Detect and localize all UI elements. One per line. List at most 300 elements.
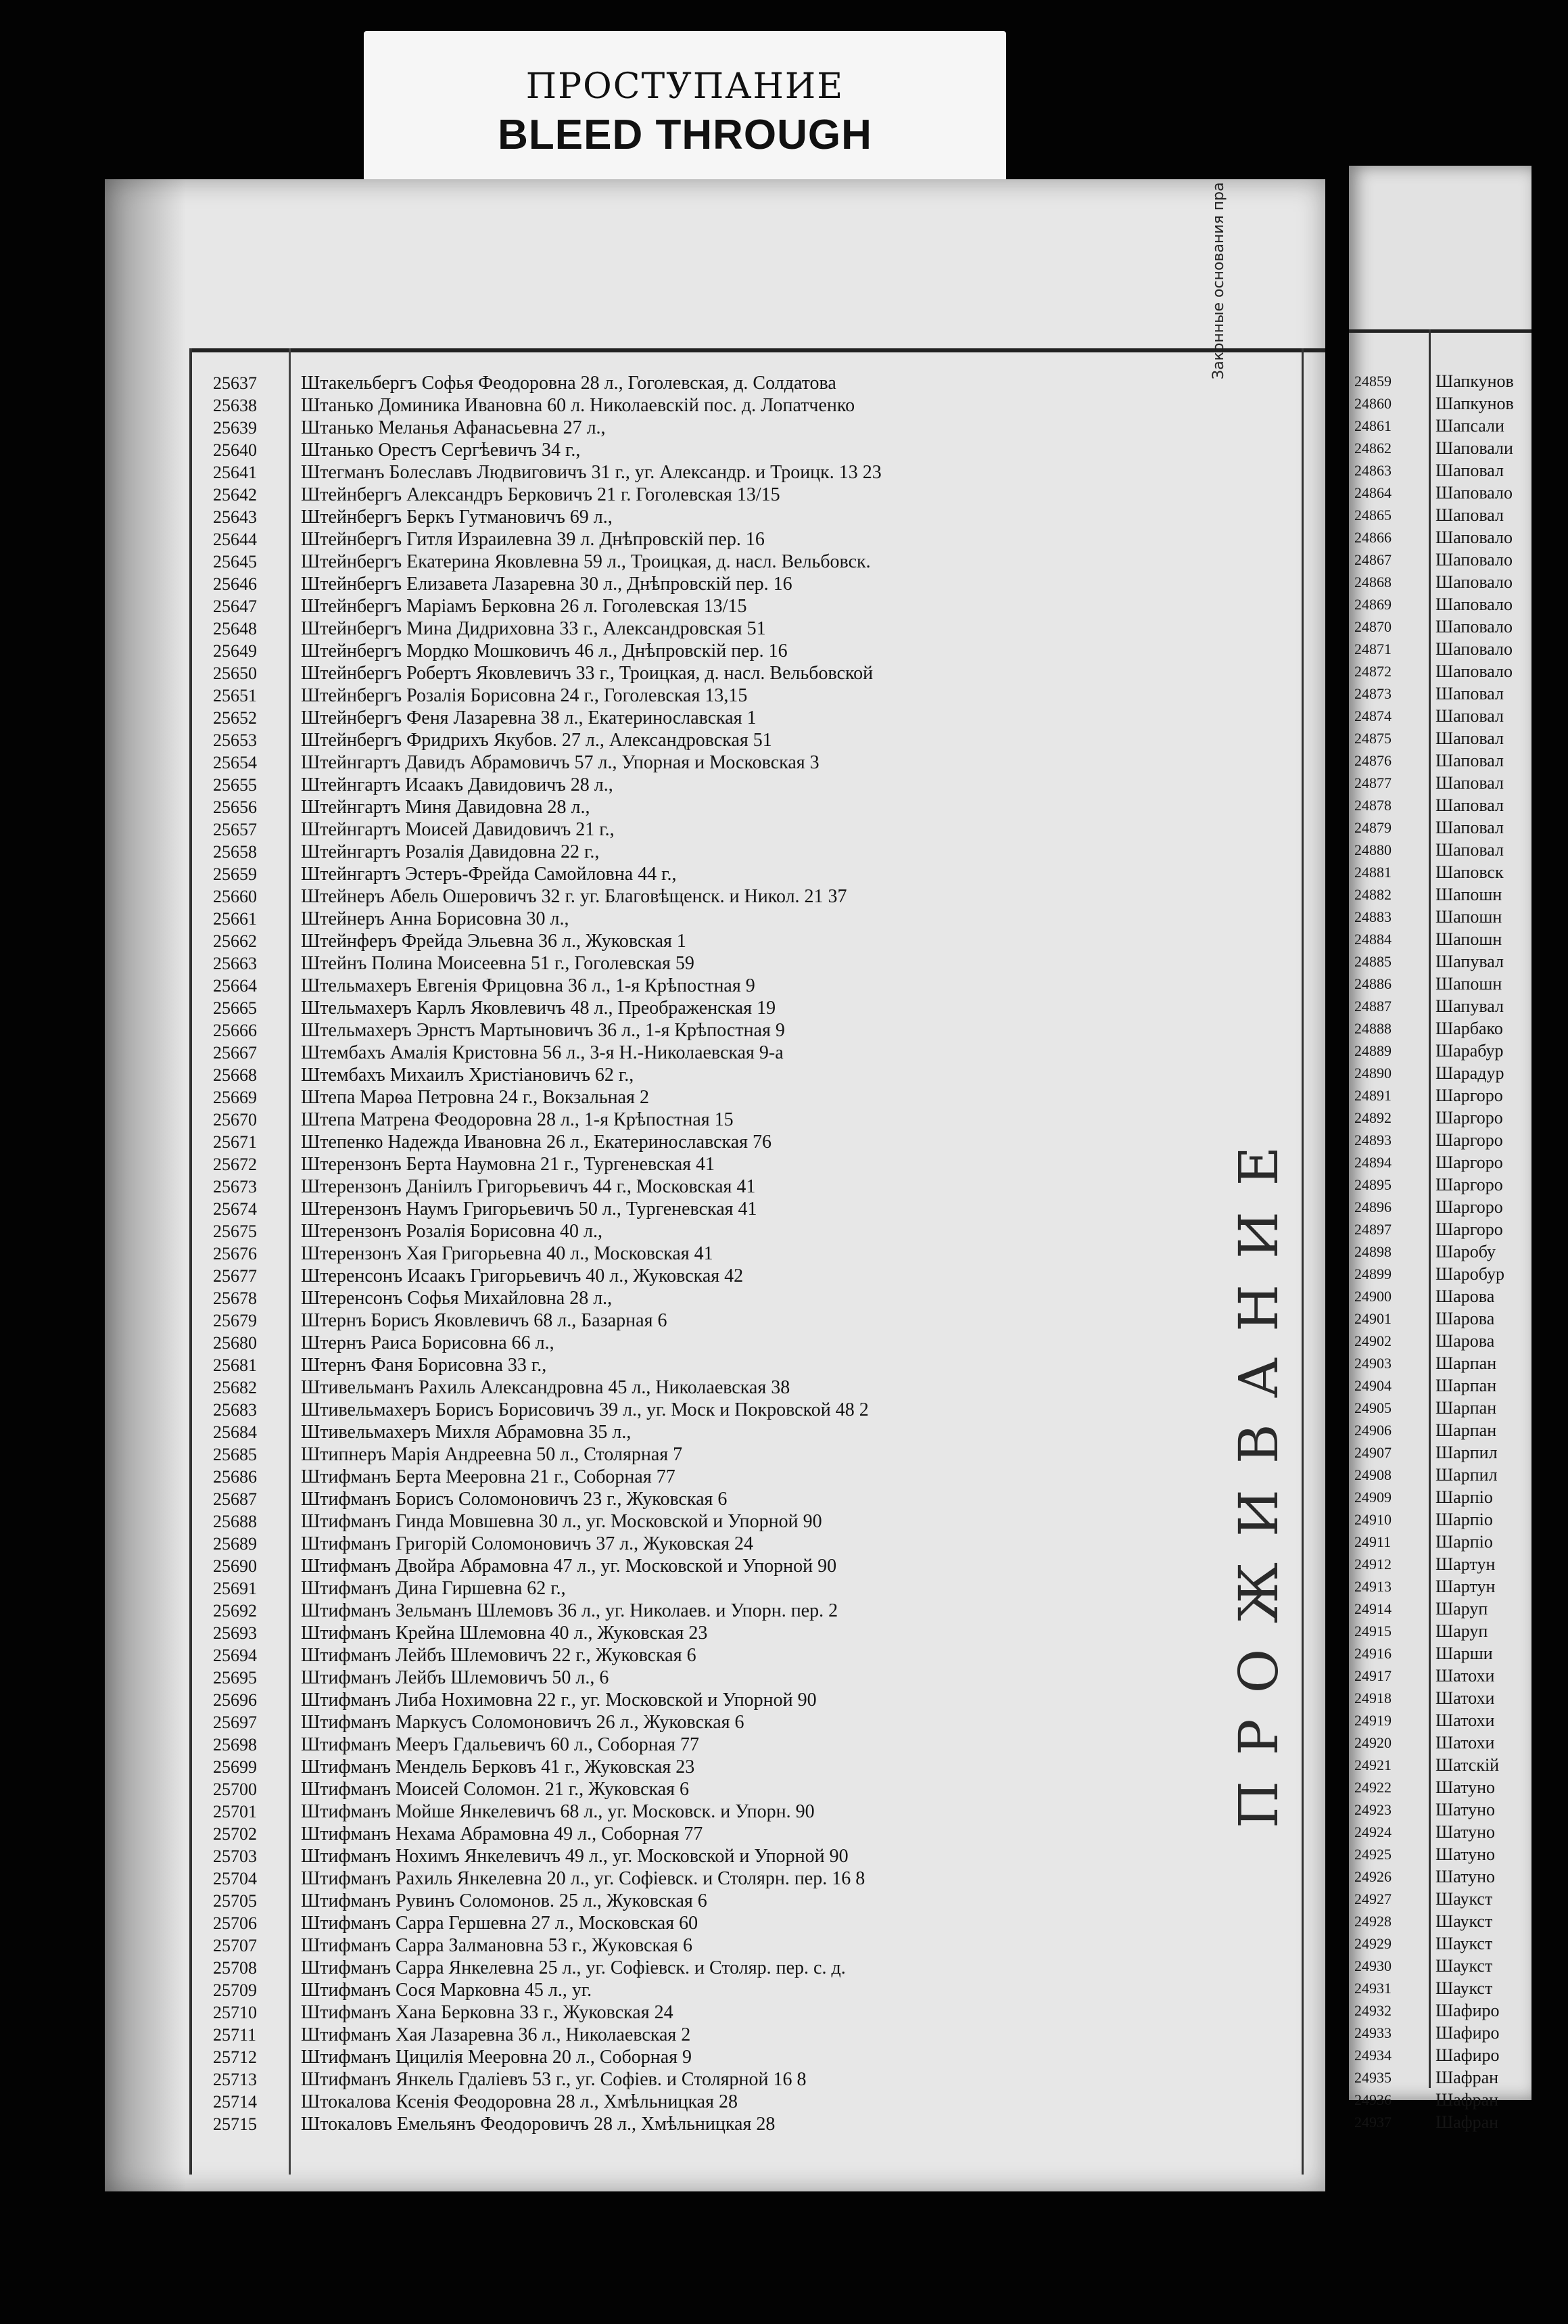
entry-number: 25664 [213,976,257,996]
header-rule [189,348,1325,352]
right-register-entry [1349,1352,1531,1374]
entry-number: 25711 [213,2025,257,2045]
right-entry-text: Шарпіо [1435,1487,1493,1507]
register-entry [105,1443,1295,1466]
right-entry-text: Шаповало [1435,483,1513,503]
right-entry-number: 24859 [1354,373,1392,390]
right-entry-text: Шарова [1435,1286,1495,1306]
register-entry [105,1466,1295,1488]
entry-text: Штифманъ Берта Мееровна 21 г., Соборная 77 [301,1466,675,1487]
right-register-entry [1349,1196,1531,1218]
right-entry-number: 24906 [1354,1422,1392,1439]
entry-text: Штифманъ Нохимъ Янкелевичъ 49 л., уг. Московской и Упорной 90 [301,1846,849,1867]
right-header-rule [1349,329,1531,333]
right-entry-number: 24880 [1354,841,1392,858]
right-entry-number: 24923 [1354,1801,1392,1818]
entry-text: Штифманъ Дина Гиршевна 62 г., [301,1578,566,1599]
right-entry-text: Шарова [1435,1309,1495,1328]
entry-number: 25658 [213,842,257,862]
right-entry-number: 24879 [1354,819,1392,836]
register-entry [105,1756,1295,1778]
register-entry [105,1577,1295,1600]
entry-number: 25667 [213,1043,257,1063]
right-entry-number: 24876 [1354,752,1392,769]
right-entry-text: Шаповск [1435,862,1504,882]
register-entry [105,1867,1295,1890]
right-entry-number: 24934 [1354,2047,1392,2064]
right-register-entry [1349,2089,1531,2111]
right-entry-text: Шапошн [1435,974,1502,994]
right-entry-text: Шафиро [1435,2023,1500,2043]
right-entry-number: 24935 [1354,2069,1392,2086]
right-register-entry [1349,437,1531,459]
right-entry-text: Шафран [1435,2068,1499,2087]
entry-number: 25691 [213,1579,257,1598]
right-entry-number: 24889 [1354,1042,1392,1059]
register-entry [105,707,1295,729]
right-entry-text: Шапкунов [1435,394,1514,413]
right-entry-text: Шаповал [1435,684,1504,703]
right-register-entry [1349,1040,1531,1062]
stamped-residence-word: ПРОЖИВАНИЕ [1227,1120,1290,1829]
right-register-entry [1349,1932,1531,1955]
right-entry-text: Шарадур [1435,1063,1504,1083]
right-entry-text: Шаукст [1435,1889,1493,1909]
register-entry [105,394,1295,417]
register-entry [105,573,1295,595]
right-entry-number: 24882 [1354,886,1392,903]
right-entry-text: Шаргоро [1435,1130,1503,1150]
right-entry-text: Шатохи [1435,1688,1495,1708]
entry-number: 25652 [213,708,257,728]
entry-text: Штифманъ Сося Марковна 45 л., уг. [301,1980,592,2001]
right-entry-text: Шарабур [1435,1041,1504,1061]
right-entry-text: Шафран [1435,2112,1499,2132]
entry-number: 25715 [213,2114,257,2134]
right-entry-text: Шаповал [1435,795,1504,815]
right-register-entry [1349,705,1531,727]
register-entry [105,930,1295,952]
entry-number: 25645 [213,552,257,572]
right-register-entry [1349,415,1531,437]
right-register-entry [1349,1151,1531,1173]
entry-number: 25690 [213,1556,257,1576]
right-entry-number: 24864 [1354,484,1392,501]
register-entry [105,1800,1295,1823]
entry-text: Штифманъ Хая Лазаревна 36 л., Николаевская 2 [301,2024,691,2045]
right-entry-text: Шафиро [1435,2045,1500,2065]
entry-text: Штегманъ Болеславъ Людвиговичъ 31 г., уг. Александр. и Троицк. 13 23 [301,462,882,483]
entry-text: Штейнгартъ Исаакъ Давидовичъ 28 л., [301,774,613,795]
register-entry [105,1198,1295,1220]
register-entry [105,1488,1295,1510]
entry-number: 25661 [213,909,257,929]
entry-text: Штейнбергъ Гитля Израилевна 39 л. Днѣпровскій пер. 16 [301,529,765,550]
entry-text: Штейнбергъ Фридрихъ Якубов. 27 л., Александровская 51 [301,730,772,751]
entry-number: 25648 [213,619,257,638]
entry-number: 25653 [213,730,257,750]
right-entry-number: 24865 [1354,507,1392,524]
entry-text: Штейнбергъ Елизавета Лазаревна 30 л., Днѣпровскій пер. 16 [301,574,792,595]
register-entry [105,551,1295,573]
right-entry-text: Шатохи [1435,1666,1495,1686]
register-entry [105,1399,1295,1421]
right-register-entry [1349,392,1531,415]
register-entry [105,1912,1295,1934]
entry-number: 25671 [213,1132,257,1152]
entry-text: Штейнбергъ Беркъ Гутмановичъ 69 л., [301,507,613,528]
right-entry-number: 24921 [1354,1757,1392,1773]
right-register-entry [1349,1062,1531,1084]
register-entry [105,1042,1295,1064]
register-entry [105,439,1295,461]
entry-number: 25638 [213,396,257,415]
right-register-entry [1349,1531,1531,1553]
right-entry-text: Шартун [1435,1577,1496,1596]
right-register-entry [1349,1821,1531,1843]
right-entry-text: Шафран [1435,2090,1499,2110]
right-register-entry [1349,1508,1531,1531]
right-entry-text: Шаповал [1435,728,1504,748]
register-entry [105,1600,1295,1622]
right-entry-number: 24866 [1354,529,1392,546]
right-entry-text: Шаповало [1435,595,1513,614]
register-entry [105,1890,1295,1912]
entry-text: Штифманъ Мееръ Гдальевичъ 60 л., Соборная 77 [301,1734,700,1755]
register-entry [105,1778,1295,1800]
right-entry-number: 24913 [1354,1578,1392,1595]
right-entry-number: 24925 [1354,1846,1392,1863]
right-register-entry [1349,1263,1531,1285]
right-register-entry [1349,1754,1531,1776]
right-entry-text: Шапувал [1435,996,1504,1016]
entry-text: Штивельмахеръ Борисъ Борисовичъ 39 л., уг. Моск и Покровской 48 2 [301,1399,869,1420]
right-register-entry [1349,1374,1531,1397]
entry-text: Штернъ Борисъ Яковлевичъ 68 л., Базарная 6 [301,1310,667,1331]
right-entry-text: Шаповал [1435,773,1504,793]
right-entry-number: 24869 [1354,596,1392,613]
right-register-entry [1349,1687,1531,1709]
entry-number: 25693 [213,1623,257,1643]
right-entry-number: 24931 [1354,1980,1392,1997]
right-entry-text: Шаповали [1435,438,1513,458]
right-register-entry [1349,1620,1531,1642]
right-entry-number: 24912 [1354,1556,1392,1573]
right-register-entry [1349,1798,1531,1821]
right-entry-number: 24894 [1354,1154,1392,1171]
right-register-entry [1349,2066,1531,2089]
entry-number: 25698 [213,1735,257,1754]
right-entry-text: Шаргоро [1435,1175,1503,1194]
right-register-entry [1349,504,1531,526]
entry-number: 25695 [213,1668,257,1688]
right-entry-number: 24932 [1354,2002,1392,2019]
right-register-entry [1349,906,1531,928]
right-register-entry [1349,950,1531,973]
entry-text: Штепа Матрена Феодоровна 28 л., 1-я Крѣпостная 15 [301,1109,734,1130]
right-entry-text: Шаробур [1435,1264,1505,1284]
right-register-entry [1349,2044,1531,2066]
register-entry [105,2001,1295,2024]
right-entry-number: 24922 [1354,1779,1392,1796]
right-register-entry [1349,1910,1531,1932]
right-entry-number: 24916 [1354,1645,1392,1662]
register-entry [105,1109,1295,1131]
register-entry [105,997,1295,1019]
right-register-entry [1349,772,1531,794]
right-entry-number: 24896 [1354,1199,1392,1215]
right-register-entry [1349,973,1531,995]
right-entry-number: 24892 [1354,1109,1392,1126]
entry-text: Штерензонъ Розалія Борисовна 40 л., [301,1221,603,1242]
entry-text: Штейнбергъ Феня Лазаревна 38 л., Екатеринославская 1 [301,707,757,728]
right-entry-number: 24897 [1354,1221,1392,1238]
entry-number: 25663 [213,954,257,973]
right-register-entry [1349,1598,1531,1620]
right-entry-text: Шарпил [1435,1443,1498,1462]
entry-number: 25682 [213,1378,257,1397]
right-entry-text: Шаповал [1435,505,1504,525]
left-page [105,179,1325,2191]
entry-text: Штейнъ Полина Моисеевна 51 г., Гоголевская 59 [301,953,694,974]
entry-text: Штанько Доминика Ивановна 60 л. Николаевскій пос. д. Лопатченко [301,395,855,416]
right-entry-number: 24910 [1354,1511,1392,1528]
register-entry [105,2068,1295,2091]
entry-text: Штепа Марѳа Петровна 24 г., Вокзальная 2 [301,1087,649,1108]
entry-number: 25656 [213,797,257,817]
right-entry-number: 24911 [1354,1533,1392,1550]
right-entry-text: Шарпил [1435,1465,1498,1485]
right-register-entry [1349,861,1531,883]
right-entry-text: Шаповало [1435,617,1513,636]
entry-number: 25665 [213,998,257,1018]
entry-number: 25679 [213,1311,257,1330]
right-entry-text: Шарпіо [1435,1510,1493,1529]
right-entry-text: Шапсали [1435,416,1504,436]
right-entry-text: Шаповало [1435,661,1513,681]
entry-text: Штифманъ Маркусъ Соломоновичъ 26 л., Жуковская 6 [301,1712,744,1733]
entry-number: 25683 [213,1400,257,1420]
right-register-entry [1349,883,1531,906]
entry-number: 25637 [213,373,257,393]
right-register-entry [1349,1107,1531,1129]
right-page [1349,166,1531,2132]
entry-number: 25701 [213,1802,257,1821]
register-entry [105,506,1295,528]
entry-number: 25644 [213,530,257,549]
register-entry [105,841,1295,863]
entry-text: Штейнбергъ Мордко Мошковичъ 46 л., Днѣпровскій пер. 16 [301,641,788,661]
right-entry-number: 24887 [1354,998,1392,1015]
entry-text: Штифманъ Зельманъ Шлемовъ 36 л., уг. Николаев. и Упорн. пер. 2 [301,1600,838,1621]
entry-text: Штельмахеръ Евгенія Фрицовна 36 л., 1-я Крѣпостная 9 [301,975,755,996]
right-entry-text: Шаповало [1435,550,1513,570]
entry-number: 25713 [213,2070,257,2089]
entry-text: Штерензонъ Хая Григорьевна 40 л., Московская 41 [301,1243,713,1264]
entry-text: Штейнгартъ Давидъ Абрамовичъ 57 л., Упорная и Московская 3 [301,752,819,773]
register-entry [105,1734,1295,1756]
right-register-entry [1349,549,1531,571]
right-entry-number: 24904 [1354,1377,1392,1394]
register-entry [105,2046,1295,2068]
register-entry [105,484,1295,506]
entry-number: 25684 [213,1422,257,1442]
right-register-entry [1349,459,1531,482]
register-entry [105,1555,1295,1577]
entry-text: Штифманъ Сарра Янкелевна 25 л., уг. Софіевск. и Столяр. пер. с. д. [301,1957,846,1978]
label-russian: ПРОСТУПАНИЕ [525,66,845,107]
entry-text: Штельмахеръ Эрнстъ Мартыновичъ 36 л., 1-я Крѣпостная 9 [301,1020,785,1041]
entry-number: 25639 [213,418,257,438]
register-entry [105,662,1295,684]
register-entry [105,2113,1295,2135]
register-entry [105,1823,1295,1845]
entry-text: Штейнбергъ Александръ Берковичъ 21 г. Гоголевская 13/15 [301,484,780,505]
right-entry-number: 24895 [1354,1176,1392,1193]
right-entry-text: Шаукст [1435,1934,1493,1953]
right-entry-text: Шапкунов [1435,371,1514,391]
entry-number: 25704 [213,1869,257,1888]
entry-text: Штифманъ Янкель Гдалiевъ 53 г., уг. Софіев. и Столярной 16 8 [301,2069,807,2090]
register-entry [105,1667,1295,1689]
entry-number: 25680 [213,1333,257,1353]
right-entry-number: 24890 [1354,1065,1392,1082]
right-register-entry [1349,526,1531,549]
right-entry-text: Шарпан [1435,1398,1497,1418]
register-entry [105,684,1295,707]
entry-number: 25673 [213,1177,257,1196]
right-entry-number: 24927 [1354,1890,1392,1907]
right-entry-text: Шатуно [1435,1867,1496,1886]
entry-text: Штейнгартъ Эстеръ-Фрейда Самойловна 44 г., [301,864,677,885]
entry-number: 25689 [213,1534,257,1554]
right-entry-text: Шарши [1435,1644,1493,1663]
register-entry [105,1934,1295,1957]
register-entry [105,1242,1295,1265]
register-entry [105,1265,1295,1287]
right-register-entry [1349,1084,1531,1107]
entry-number: 25669 [213,1088,257,1107]
register-entry [105,774,1295,796]
entry-text: Штейнферъ Фрейда Эльевна 36 л., Жуковская 1 [301,931,686,952]
entry-text: Штифманъ Сарра Залмановна 53 г., Жуковская 6 [301,1935,693,1956]
entry-text: Штанько Меланья Афанасьевна 27 л., [301,417,606,438]
entry-number: 25700 [213,1780,257,1799]
register-entry [105,528,1295,551]
right-entry-number: 24898 [1354,1243,1392,1260]
right-entry-number: 24909 [1354,1489,1392,1506]
right-entry-text: Шаукст [1435,1956,1493,1976]
entry-text: Штейнгартъ Моисей Давидовичъ 21 г., [301,819,615,840]
right-entry-number: 24930 [1354,1957,1392,1974]
entry-number: 25666 [213,1021,257,1040]
right-register-entry [1349,1709,1531,1732]
register-entry [105,818,1295,841]
right-entry-text: Шатохи [1435,1733,1495,1752]
right-entry-text: Шарпан [1435,1420,1497,1440]
entry-number: 25677 [213,1266,257,1286]
right-entry-text: Шаповал [1435,706,1504,726]
right-entry-number: 24881 [1354,864,1392,881]
entry-text: Штембахъ Михаилъ Христіановичъ 62 г., [301,1065,634,1086]
entry-number: 25642 [213,485,257,505]
right-entry-number: 24877 [1354,774,1392,791]
right-register-entry [1349,682,1531,705]
right-register-entry [1349,1776,1531,1798]
register-entry [105,1533,1295,1555]
entry-number: 25714 [213,2092,257,2112]
entry-text: Штивельманъ Рахиль Александровна 45 л., Николаевская 38 [301,1377,790,1398]
right-register-entry [1349,794,1531,816]
right-entry-text: Шаповал [1435,751,1504,770]
right-register-entry [1349,660,1531,682]
register-entry [105,2091,1295,2113]
right-entry-number: 24937 [1354,2114,1392,2131]
register-entry [105,1153,1295,1176]
right-register-entry [1349,1843,1531,1865]
right-register-entry [1349,1419,1531,1441]
right-entry-number: 24917 [1354,1667,1392,1684]
right-entry-number: 24924 [1354,1823,1392,1840]
register-entry [105,1689,1295,1711]
entry-number: 25641 [213,463,257,482]
right-entry-text: Шаруп [1435,1621,1488,1641]
right-entry-text: Шапошн [1435,885,1502,904]
right-register-entry [1349,1977,1531,1999]
right-entry-number: 24878 [1354,797,1392,814]
entry-number: 25705 [213,1891,257,1911]
right-register-entry [1349,749,1531,772]
right-entry-text: Шатохи [1435,1711,1495,1730]
right-entry-text: Шаргоро [1435,1153,1503,1172]
right-entry-text: Шартун [1435,1554,1496,1574]
bleed-through-label [364,31,1006,190]
entry-number: 25699 [213,1757,257,1777]
right-entry-number: 24872 [1354,663,1392,680]
right-entry-text: Шатуно [1435,1844,1496,1864]
right-register-entries [1349,370,1531,2291]
register-entry [105,863,1295,885]
entry-number: 25674 [213,1199,257,1219]
right-entry-number: 24903 [1354,1355,1392,1372]
right-register-entry [1349,1017,1531,1040]
entry-text: Штифманъ Двойра Абрамовна 47 л., уг. Московской и Упорной 90 [301,1556,837,1577]
entry-text: Штеренсонъ Софья Михайловна 28 л., [301,1288,613,1309]
right-entry-number: 24907 [1354,1444,1392,1461]
register-entry [105,417,1295,439]
right-register-entry [1349,1665,1531,1687]
right-entry-text: Шаруп [1435,1599,1488,1619]
entry-number: 25696 [213,1690,257,1710]
register-entry [105,1220,1295,1242]
right-register-entry [1349,1330,1531,1352]
register-entry [105,618,1295,640]
right-entry-number: 24888 [1354,1020,1392,1037]
entry-text: Штифманъ Мендель Берковъ 41 г., Жуковская 23 [301,1757,695,1777]
entry-text: Штифманъ Гинда Мовшевна 30 л., уг. Московской и Упорной 90 [301,1511,822,1532]
register-entry [105,1644,1295,1667]
entry-number: 25662 [213,931,257,951]
right-entry-number: 24920 [1354,1734,1392,1751]
right-entry-number: 24902 [1354,1332,1392,1349]
right-entry-text: Шаргоро [1435,1086,1503,1105]
entry-number: 25708 [213,1958,257,1978]
register-entry [105,1354,1295,1376]
right-entry-number: 24873 [1354,685,1392,702]
right-register-entry [1349,1129,1531,1151]
entry-number: 25681 [213,1355,257,1375]
entry-text: Штифманъ Сарра Гершевна 27 л., Московская 60 [301,1913,698,1934]
